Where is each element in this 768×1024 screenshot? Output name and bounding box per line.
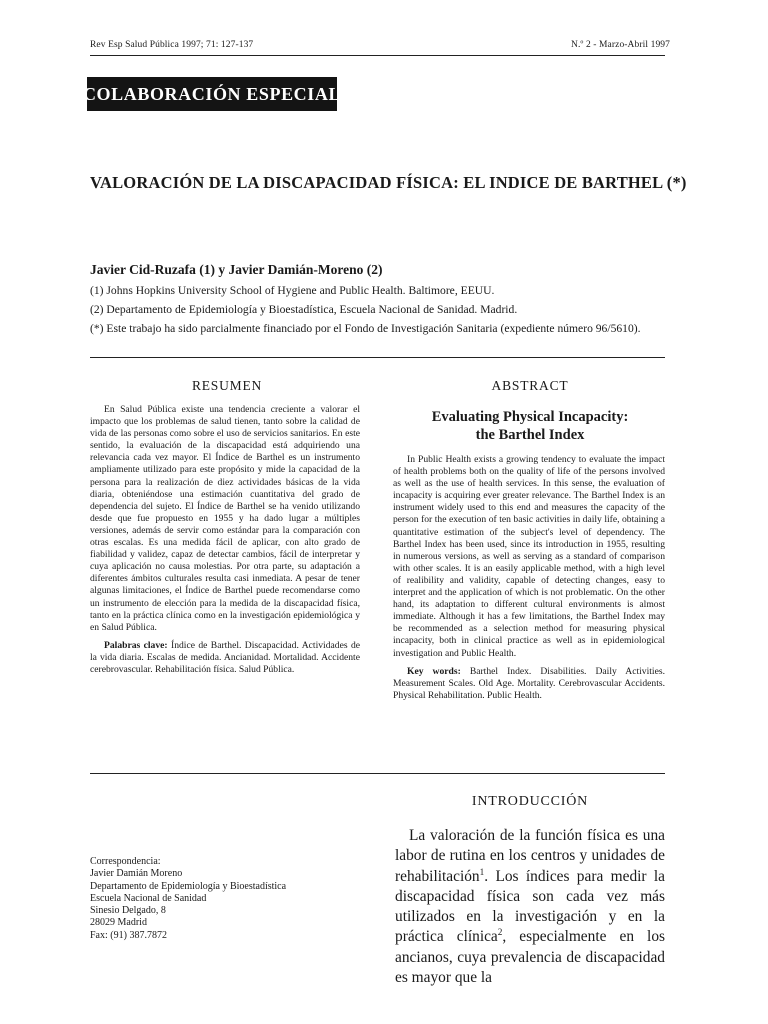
resumen-text: En Salud Pública existe una tendencia creciente a valorar el impacto que los problemas de salud tienen, tanto sobre la calidad de vida de las personas como sobre el uso de servicios sanitarios. En este sentido, la evaluación de la discapacidad está adquiriendo una relevancia cada vez mayor. El Índice de Barthel es un instrumento ampliamente utilizado para este propósito y mide la capacidad de la persona para la realización de diez actividades básicas de la vida diaria, obteniéndose una estimación cuantitativa del grado de dependencia del sujeto. El Índice de Barthel se ha venido utilizando desde que fue propuesto en 1955 y ha dado lugar a múltiples versiones, además de servir como estándar para la comparación con otras escalas. Es una medida fácil de aplicar, con alto grado de fiabilidad y validez, capaz de detectar cambios, fácil de interpretar y cuya aplicación no causa molestias. Por otra parte, su adaptación a diferentes ámbitos culturales resulta casi inmediata. A pesar de tener algunas limitaciones, el Índice de Barthel puede recomendarse como un instrumento de elección para la medida de la discapacidad física, tanto en la práctica clínica como en la investigación epidemiológica y en Salud Pública. xyxy=(90,404,360,633)
intro-text: . Los índices para medir la discapacidad física son cada vez más utilizados en la investigación y en la práctica clínica xyxy=(395,867,665,946)
intro-text: , especialmente en los ancianos, cuya prevalencia de discapacidad es mayor que la xyxy=(395,928,666,987)
resumen-body xyxy=(90,404,360,676)
correspondence-line: Correspondencia: xyxy=(90,856,161,867)
correspondence-line: Departamento de Epidemiología y Bioestadística xyxy=(90,880,287,892)
abstract-keywords xyxy=(393,666,665,702)
intro-text: La valoración de la función física es una labor de rutina en los centros y unidades de rehabilitación xyxy=(395,827,665,885)
issue-info: N.º 2 - Marzo-Abril 1997 xyxy=(570,40,670,50)
citation-2: 2 xyxy=(497,927,503,938)
introduction-body xyxy=(395,826,665,988)
section-divider xyxy=(90,357,665,358)
introduction-paragraph xyxy=(395,826,665,988)
authors: Javier Cid-Ruzafa (1) y Javier Damián-Moreno (2) xyxy=(90,262,383,277)
resumen-keywords xyxy=(90,640,360,676)
introduction-heading: INTRODUCCIÓN xyxy=(471,794,589,809)
affiliation-1: (1) Johns Hopkins University School of Hygiene and Public Health. Baltimore, EEUU. xyxy=(90,284,495,297)
journal-citation: Rev Esp Salud Pública 1997; 71: 127-137 xyxy=(90,40,254,50)
correspondence-block xyxy=(90,856,286,942)
keywords-label: Palabras clave: xyxy=(104,639,168,651)
correspondence-line: Javier Damián Moreno xyxy=(90,868,183,880)
abstract-title-line-2: the Barthel Index xyxy=(475,427,585,443)
article-title: VALORACIÓN DE LA DISCAPACIDAD FÍSICA: EL INDICE DE BARTHEL (*) xyxy=(90,173,687,192)
correspondence-line: Fax: (91) 387.7872 xyxy=(90,929,167,941)
section-banner: COLABORACIÓN ESPECIAL xyxy=(87,77,337,111)
abstract-title xyxy=(395,408,665,444)
affiliation-2: (2) Departamento de Epidemiología y Bioestadística, Escuela Nacional de Sanidad. Madrid. xyxy=(90,303,518,316)
correspondence-line: 28029 Madrid xyxy=(90,917,147,929)
keywords-label: Key words: xyxy=(407,665,461,677)
correspondence-line: Sinesio Delgado, 8 xyxy=(90,905,166,917)
abstract-text: In Public Health exists a growing tendency to evaluate the impact of health problems both on the quality of life of the persons involved as well as the use of health services. In this sense, the evaluation of incapacity is acquiring ever greater relevance. The Barthel Index is an instrument widely used to this end and measures the capacity of the person for the execution of ten basic activities in daily life, obtaining a quantitative estimation of the subject's level of dependency. The Barthel Index has been used, since its introduction in 1955, resulting in numerous versions, as well as serving as a standard of comparison with other scales. It is an easily applicable method, with a high level of realibility and validity, capable of detecting changes, easy to interpret and the application of which is not problematic. On the other hand, its adaptation to different cultural environments is almost immediate. Although it has a few limitations, the Barthel Index may be recommended as a selection method for measuring physical incapacity, both in clinical practice as well as in epidemiological investigation and Public Health. xyxy=(393,454,665,659)
correspondence-line: Escuela Nacional de Sanidad xyxy=(90,892,207,904)
section-divider xyxy=(90,773,665,774)
resumen-heading: RESUMEN xyxy=(191,378,263,393)
citation-1: 1 xyxy=(479,866,485,877)
keywords-text: Índice de Barthel. Discapacidad. Actividades de la vida diaria. Escalas de medida. Ancianidad. Mortalidad. Accidente cerebrovascular. Rehabilitación física. Salud Pública. xyxy=(90,639,360,675)
keywords-text: Barthel Index. Disabilities. Daily Activities. Measurement Scales. Old Age. Mortality. Cerebrovascular Accidents. Physical Rehabilitation. Public Health. xyxy=(393,665,665,701)
funding-note: (*) Este trabajo ha sido parcialmente financiado por el Fondo de Investigación Sanitaria (expediente número 96/5610). xyxy=(90,322,641,335)
abstract-title-line-1: Evaluating Physical Incapacity: xyxy=(431,409,629,425)
abstract-body xyxy=(393,454,665,702)
abstract-heading: ABSTRACT xyxy=(491,378,569,393)
header-rule xyxy=(90,55,665,56)
